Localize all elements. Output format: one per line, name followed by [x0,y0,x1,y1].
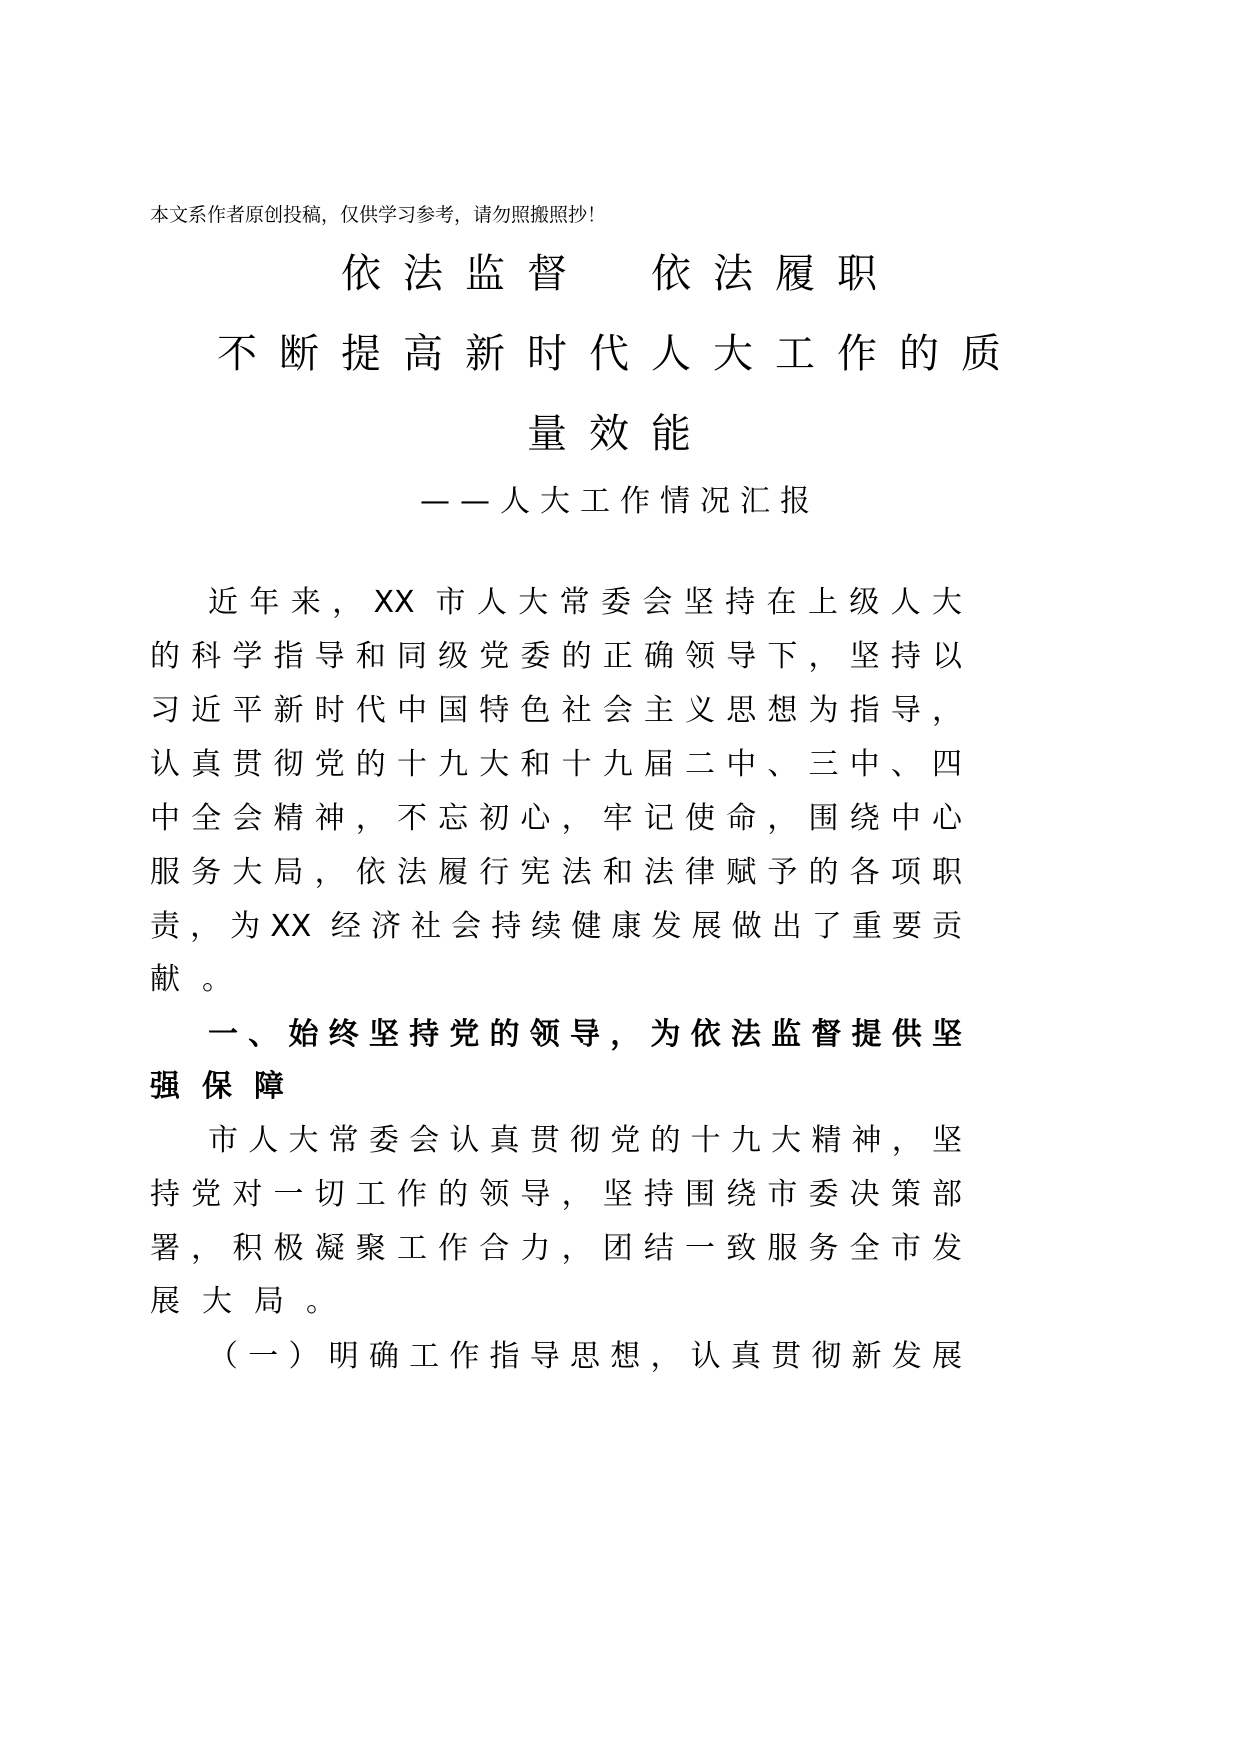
section-heading: 一、始终坚持党的领导，为依法监督提供坚 [208,1017,962,1052]
paragraph-line: 认真贯彻党的十九大和十九届二中、三中、四 [150,747,962,782]
section-heading: 强保障 [150,1069,306,1104]
paragraph-line: 近年来，XX 市人大常委会坚持在上级人大 [208,585,962,620]
document-title-line-1: 依法监督 依法履职 [341,251,899,297]
paragraph-line: 的科学指导和同级党委的正确领导下，坚持以 [150,639,962,674]
document-title-line-3: 量效能 [527,411,713,457]
subsection-heading: （一）明确工作指导思想，认真贯彻新发展 [208,1339,962,1374]
paragraph-line: 市人大常委会认真贯彻党的十九大精神，坚 [208,1123,962,1158]
paragraph-line: 责，为XX 经济社会持续健康发展做出了重要贡 [150,909,962,944]
document-subtitle: ——人大工作情况汇报 [420,484,820,519]
paragraph-line: 持党对一切工作的领导，坚持围绕市委决策部 [150,1177,962,1212]
paragraph-line: 署，积极凝聚工作合力，团结一致服务全市发 [150,1231,962,1266]
copyright-notice: 本文系作者原创投稿，仅供学习参考，请勿照搬照抄！ [150,204,607,226]
paragraph-line: 中全会精神，不忘初心，牢记使命，围绕中心 [150,801,962,836]
paragraph-line: 献。 [150,962,254,997]
document-title-line-2: 不断提高新时代人大工作的质 [217,331,1023,377]
paragraph-line: 展大局。 [150,1284,358,1319]
paragraph-line: 习近平新时代中国特色社会主义思想为指导， [150,693,962,728]
paragraph-line: 服务大局，依法履行宪法和法律赋予的各项职 [150,855,962,890]
